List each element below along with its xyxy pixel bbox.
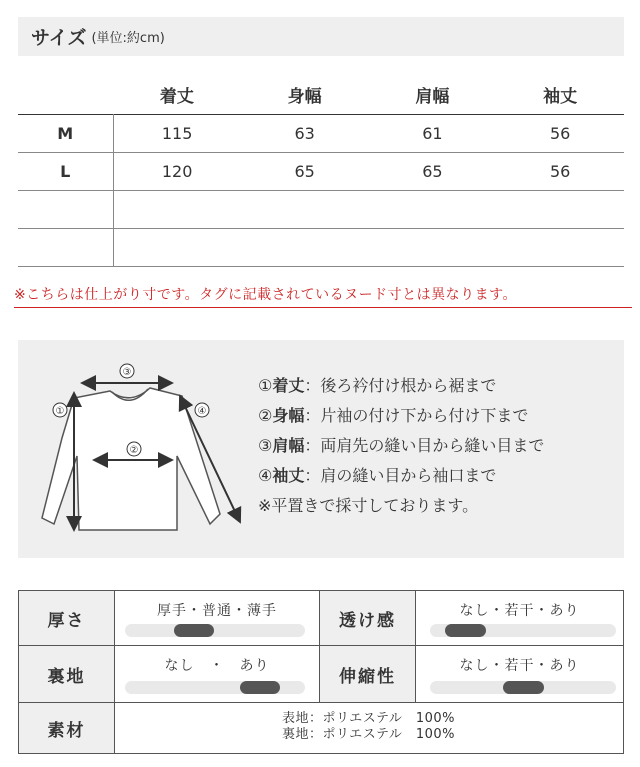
lining-indicator (240, 681, 280, 694)
spec-label: 伸縮性 (320, 646, 415, 702)
table-cell: 65 (422, 161, 443, 181)
lining-scale (125, 681, 305, 694)
legend-num: ② (258, 406, 273, 425)
size-unit: (単位:約cm) (91, 31, 165, 46)
spec-label: 素材 (19, 703, 114, 753)
table-cell: 61 (422, 123, 443, 143)
marker-2-label: ② (129, 445, 139, 456)
legend-desc: ：両肩先の縫い目から縫い目まで (304, 436, 545, 455)
garment-diagram (32, 358, 262, 540)
table-cell: 56 (549, 161, 571, 181)
thickness-scale (125, 624, 305, 637)
size-label: L (18, 152, 113, 190)
table-row (18, 114, 624, 152)
legend-item (258, 371, 544, 401)
table-cell (369, 228, 497, 266)
table-cell (496, 190, 624, 228)
lining-cell (115, 646, 319, 702)
marker-4-label: ④ (197, 406, 207, 417)
stretch-options: なし・若干・あり (459, 658, 580, 674)
spec-row (19, 703, 623, 753)
table-row (18, 190, 624, 228)
sheer-cell (416, 591, 623, 645)
column-header: 肩幅 (415, 87, 450, 108)
spec-table (18, 590, 624, 754)
stretch-indicator (503, 681, 544, 694)
legend-label: 身幅 (272, 406, 305, 425)
spec-label: 透け感 (320, 591, 415, 645)
legend-num: ③ (258, 436, 273, 455)
legend-desc: ：後ろ衿付け根から裾まで (304, 376, 497, 395)
table-row (18, 152, 624, 190)
lining-options: なし ・ あり (164, 658, 270, 674)
legend-label: 着丈 (272, 376, 305, 395)
measurement-panel (18, 340, 624, 558)
stretch-cell (416, 646, 623, 702)
thickness-options: 厚手・普通・薄手 (157, 603, 277, 619)
sheer-scale (430, 624, 616, 637)
thickness-indicator (174, 624, 214, 637)
column-header: 身幅 (287, 87, 322, 108)
legend-note (258, 491, 544, 521)
size-title-bar (18, 17, 624, 56)
column-header: 袖丈 (543, 87, 578, 108)
material-line: 裏地：ポリエステル 100% (282, 727, 455, 742)
table-cell: 115 (161, 123, 193, 143)
table-cell (113, 190, 241, 228)
size-label: M (18, 114, 113, 152)
size-table (18, 76, 624, 267)
spec-row (19, 646, 623, 703)
legend-label: 袖丈 (272, 466, 305, 485)
column-header (18, 76, 113, 114)
legend-desc: ※平置きで採寸しております。 (258, 496, 479, 515)
legend-label: 肩幅 (272, 436, 305, 455)
table-cell: 56 (549, 123, 571, 143)
fit-notice: ※こちらは仕上がり寸です。タグに記載されているヌード寸とは異なります。 (14, 284, 632, 308)
size-label (18, 190, 113, 228)
legend-item (258, 401, 544, 431)
legend-num: ④ (258, 466, 273, 485)
legend-item (258, 461, 544, 491)
legend-desc: ：肩の縫い目から袖口まで (304, 466, 497, 485)
legend-num: ① (258, 376, 273, 395)
table-cell (496, 228, 624, 266)
material-line: 表地：ポリエステル 100% (282, 711, 455, 726)
legend-item (258, 431, 544, 461)
table-row (18, 228, 624, 266)
spec-label: 厚さ (19, 591, 114, 645)
stretch-scale (430, 681, 616, 694)
table-cell (241, 190, 369, 228)
table-cell (113, 228, 241, 266)
table-cell: 65 (294, 161, 315, 181)
size-label (18, 228, 113, 266)
marker-1-label: ① (55, 406, 65, 417)
table-cell (369, 190, 497, 228)
marker-3-label: ③ (122, 367, 132, 378)
spec-label: 裏地 (19, 646, 114, 702)
sheer-options: なし・若干・あり (459, 603, 580, 619)
spec-row (19, 591, 623, 646)
column-header: 着丈 (159, 87, 194, 108)
table-cell (241, 228, 369, 266)
table-cell: 120 (161, 161, 193, 181)
material-info (114, 711, 623, 743)
legend-desc: ：片袖の付け下から付け下まで (304, 406, 529, 425)
size-table-header (18, 76, 624, 114)
sheer-indicator (445, 624, 486, 637)
table-cell: 63 (294, 123, 315, 143)
thickness-cell (115, 591, 319, 645)
measurement-legend (258, 371, 544, 521)
size-title: サイズ (31, 27, 87, 49)
